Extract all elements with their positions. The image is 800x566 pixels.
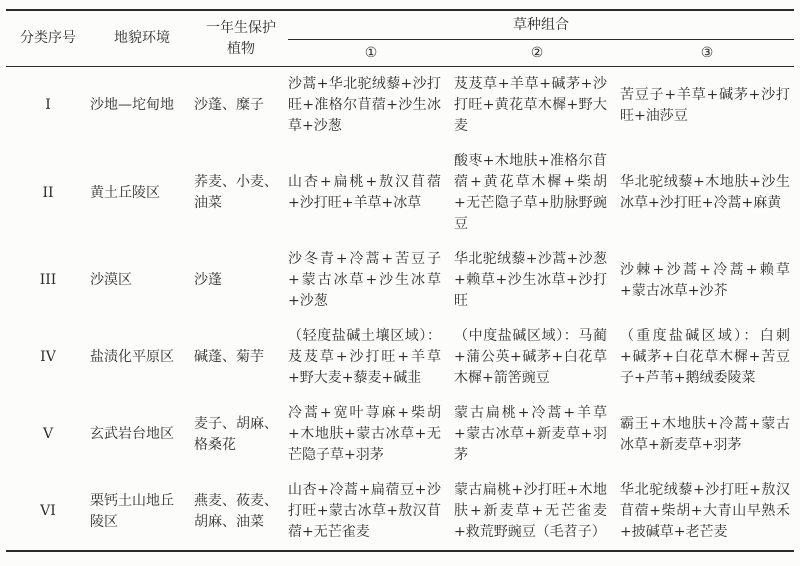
class-no-cell: I <box>45 97 51 113</box>
header-landform: 地貌环境 <box>114 30 170 46</box>
landform-cell: 栗钙土山地丘陵区 <box>90 492 174 530</box>
header-combo-2: ② <box>530 44 544 61</box>
combo-3-cell: 霸王+木地肤+冷蒿+蒙古冰草+新麦草+羽茅 <box>620 415 791 453</box>
combo-3-cell: 华北驼绒藜+沙打旺+敖汉苜蓿+柴胡+大青山早熟禾+披碱草+老芒麦 <box>620 482 791 540</box>
class-no-cell: III <box>39 272 57 288</box>
combo-3-cell: 华北驼绒藜+木地肤+沙生冰草+沙打旺+冷蒿+麻黄 <box>620 174 791 211</box>
header-protect-plants <box>194 10 288 67</box>
header-combo-3: ③ <box>700 44 714 61</box>
table-row <box>6 396 794 473</box>
combo-2-cell: 芨芨草+羊草+碱茅+沙打旺+黄花草木樨+野大麦 <box>454 76 607 134</box>
class-no-cell: VI <box>40 503 56 519</box>
combo-2-cell: （中度盐碱区域）：马蔺+蒲公英+碱茅+白花草木樨+箭筈豌豆 <box>454 328 607 386</box>
combo-3-cell: （重度盐碱区域）：白刺+碱茅+白花草木樨+苦豆子+芦苇+鹅绒委陵菜 <box>620 328 791 386</box>
grass-combination-table <box>6 9 794 552</box>
table-header <box>6 10 794 67</box>
combo-1-cell: 冷蒿+宽叶荨麻+柴胡+木地肤+蒙古冰草+无芒隐子草+羽茅 <box>288 405 441 463</box>
combo-1-cell: （轻度盐碱土壤区域）：芨芨草+沙打旺+羊草+野大麦+藜麦+碱韭 <box>288 328 441 386</box>
combo-2-cell: 酸枣+木地肤+准格尔苜蓿+黄花草木樨+柴胡+无芒隐子草+肋脉野豌豆 <box>454 153 607 232</box>
combo-2-cell: 蒙古扁桃+沙打旺+木地肤+新麦草+无芒雀麦+救荒野豌豆（毛苕子） <box>454 482 607 540</box>
header-combo-1: ① <box>364 44 378 61</box>
protect-plants-cell: 荞麦、小麦、油菜 <box>194 174 278 211</box>
table-row <box>6 242 794 319</box>
landform-cell: 沙地—坨甸地 <box>90 97 174 113</box>
landform-cell: 玄武岩台地区 <box>90 426 174 442</box>
landform-cell: 盐渍化平原区 <box>90 349 174 365</box>
protect-plants-cell: 燕麦、莜麦、胡麻、油菜 <box>194 492 278 530</box>
protect-plants-cell: 碱蓬、菊芋 <box>194 349 264 365</box>
combo-1-cell: 山杏+冷蒿+扁蓿豆+沙打旺+蒙古冰草+敖汉苜蓿+无芒雀麦 <box>288 482 441 540</box>
header-grass-combination-group: 草种组合 <box>288 10 794 40</box>
class-no-cell: IV <box>40 349 56 365</box>
combo-2-cell: 蒙古扁桃+冷蒿+羊草+蒙古冰草+新麦草+羽茅 <box>454 405 607 463</box>
combo-1-cell: 山杏+扁桃+敖汉苜蓿+沙打旺+羊草+冰草 <box>288 174 441 211</box>
combo-3-cell: 苦豆子+羊草+碱茅+沙打旺+油莎豆 <box>620 86 791 124</box>
header-class-no: 分类序号 <box>20 30 76 46</box>
table-row <box>6 144 794 242</box>
protect-plants-cell: 沙蓬 <box>194 272 222 288</box>
protect-plants-cell: 麦子、胡麻、格桑花 <box>194 415 278 453</box>
combo-2-cell: 华北驼绒藜+沙蒿+沙葱+赖草+沙生冰草+沙打旺 <box>454 251 607 309</box>
combo-3-cell: 沙棘+沙蒿+冷蒿+赖草+蒙古冰草+沙芥 <box>620 261 791 299</box>
table-row <box>6 319 794 396</box>
table-row <box>6 67 794 145</box>
class-no-cell: V <box>42 426 54 442</box>
header-protect-plants-label: 一年生保护植物 <box>206 19 276 57</box>
table-row <box>6 473 794 551</box>
landform-cell: 黄土丘陵区 <box>90 184 160 201</box>
landform-cell: 沙漠区 <box>90 272 132 288</box>
combo-1-cell: 沙蒿+华北驼绒藜+沙打旺+准格尔苜蓿+沙生冰草+沙葱 <box>288 76 441 134</box>
protect-plants-cell: 沙蓬、糜子 <box>194 97 264 113</box>
class-no-cell: II <box>42 184 54 201</box>
combo-1-cell: 沙冬青+冷蒿+苦豆子+蒙古冰草+沙生冰草+沙葱 <box>288 251 441 309</box>
